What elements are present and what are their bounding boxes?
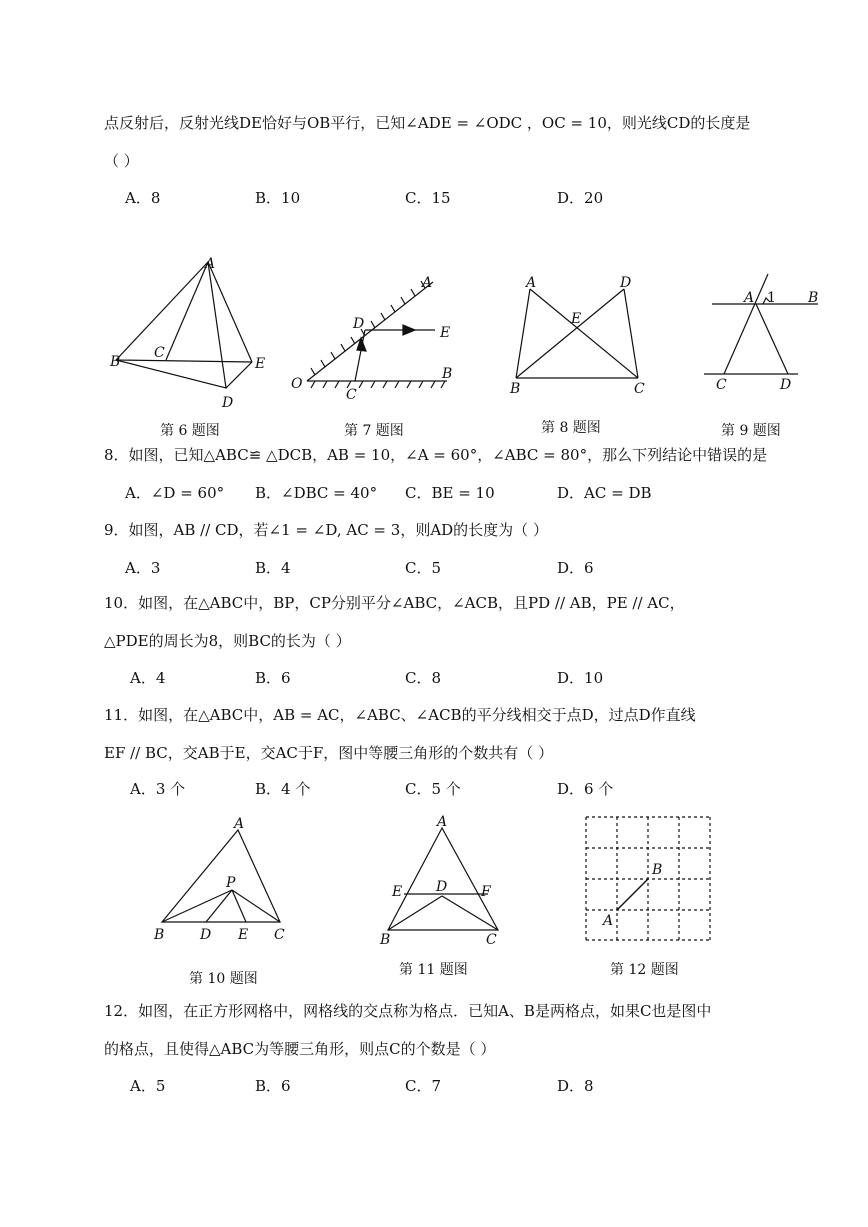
fig11-label-c: C xyxy=(486,932,497,948)
fig7-label-c: C xyxy=(346,387,357,403)
q8-options xyxy=(0,482,868,504)
fig11-label-f: F xyxy=(481,884,491,900)
q9-text: 9．如图，AB // CD，若∠1 = ∠D, AC = 3，则AD的长度为（ ） xyxy=(104,521,548,539)
fig6-label-e: E xyxy=(255,356,266,372)
q12-option-c: C．7 xyxy=(405,1077,442,1095)
fig7-mirror-hatch-ob xyxy=(311,381,445,388)
q12-options xyxy=(0,1075,868,1097)
fig12-label-b: B xyxy=(652,862,663,878)
q11-option-b: B．4 个 xyxy=(255,780,311,798)
figure-8-diagram xyxy=(500,270,660,400)
q12-option-b: B．6 xyxy=(255,1077,291,1095)
figure-11-diagram xyxy=(378,808,508,953)
q8-option-d: D．AC = DB xyxy=(557,484,652,502)
figure-11-caption: 第 11 题图 xyxy=(399,962,468,978)
q10-option-b: B．6 xyxy=(255,669,291,687)
q7-option-a: A．8 xyxy=(125,189,161,207)
q7-option-c: C．15 xyxy=(405,189,451,207)
q12-text-line1: 12．如图，在正方形网格中，网格线的交点称为格点．已知A、B是两格点，如果C也是图中 xyxy=(104,1002,712,1020)
fig7-label-o: O xyxy=(291,376,303,392)
fig10-label-b: B xyxy=(154,927,165,943)
q11-text-line1: 11．如图，在△ABC中，AB = AC，∠ABC、∠ACB的平分线相交于点D，过点D作直线 xyxy=(104,706,696,724)
fig11-label-b: B xyxy=(380,932,391,948)
fig12-segment-ab xyxy=(617,879,648,910)
fig9-label-1: 1 xyxy=(767,290,776,306)
fig10-label-e: E xyxy=(238,927,249,943)
q11-option-c: C．5 个 xyxy=(405,780,461,798)
fig7-label-a: A xyxy=(422,275,433,291)
figure-9-diagram xyxy=(700,270,830,400)
q7-option-d: D．20 xyxy=(557,189,604,207)
fig10-label-p: P xyxy=(226,875,236,891)
q7-option-b: B．10 xyxy=(255,189,301,207)
q9-options xyxy=(0,557,868,579)
q12-option-d: D．8 xyxy=(557,1077,594,1095)
fig8-label-e: E xyxy=(571,311,582,327)
fig6-label-d: D xyxy=(222,395,234,411)
q8-option-b: B．∠DBC = 40° xyxy=(255,484,378,502)
fig11-label-a: A xyxy=(437,814,448,830)
fig11-label-e: E xyxy=(392,884,403,900)
q10-text-line1: 10．如图，在△ABC中，BP，CP分别平分∠ABC，∠ACB，且PD // AB，PE // AC， xyxy=(104,594,685,612)
q11-options xyxy=(0,778,868,800)
fig9-label-d: D xyxy=(780,377,792,393)
q8-option-c: C．BE = 10 xyxy=(405,484,495,502)
q10-option-c: C．8 xyxy=(405,669,442,687)
figure-9-caption: 第 9 题图 xyxy=(721,423,781,439)
fig9-label-c: C xyxy=(716,377,727,393)
fig7-label-d: D xyxy=(353,316,365,332)
q9-option-d: D．6 xyxy=(557,559,594,577)
q11-text-line2: EF // BC，交AB于E，交AC于F，图中等腰三角形的个数共有（ ） xyxy=(104,744,554,762)
fig6-label-c: C xyxy=(154,345,165,361)
fig9-label-b: B xyxy=(808,290,819,306)
q11-option-d: D．6 个 xyxy=(557,780,614,798)
fig10-label-c: C xyxy=(274,927,285,943)
q9-option-b: B．4 xyxy=(255,559,291,577)
figure-6-diagram xyxy=(104,250,284,415)
q11-option-a: A．3 个 xyxy=(130,780,186,798)
q12-text-line2: 的格点，且使得△ABC为等腰三角形，则点C的个数是（ ） xyxy=(104,1040,496,1058)
fig8-label-b: B xyxy=(510,381,521,397)
fig8-label-d: D xyxy=(620,275,632,291)
figure-10-diagram xyxy=(150,812,300,947)
q7-options xyxy=(0,187,868,209)
fig8-label-c: C xyxy=(634,381,645,397)
fig11-label-d: D xyxy=(436,879,448,895)
q10-options xyxy=(0,667,868,689)
fig6-label-a: A xyxy=(205,256,216,272)
q10-option-d: D．10 xyxy=(557,669,604,687)
fig6-label-b: B xyxy=(110,354,121,370)
q7-text-line1: 点反射后，反射光线DE恰好与OB平行，已知∠ADE = ∠ODC ，OC = 10，则光线CD的长度是 xyxy=(104,114,751,132)
figure-12-caption: 第 12 题图 xyxy=(610,962,679,978)
fig8-label-a: A xyxy=(526,275,537,291)
fig12-label-a: A xyxy=(603,913,614,929)
fig10-label-d: D xyxy=(200,927,212,943)
q10-text-line2: △PDE的周长为8，则BC的长为（ ） xyxy=(104,632,351,650)
fig9-label-a: A xyxy=(744,290,755,306)
figure-7-caption: 第 7 题图 xyxy=(344,423,404,439)
figure-12-grid xyxy=(580,812,715,942)
q9-option-c: C．5 xyxy=(405,559,442,577)
q8-option-a: A．∠D = 60° xyxy=(125,484,225,502)
q10-option-a: A．4 xyxy=(130,669,166,687)
fig10-label-a: A xyxy=(234,816,245,832)
q12-option-a: A．5 xyxy=(130,1077,166,1095)
figure-8-caption: 第 8 题图 xyxy=(541,420,601,436)
figure-7-diagram xyxy=(285,270,460,405)
q8-text: 8．如图，已知△ABC≌ △DCB，AB = 10，∠A = 60°，∠ABC = 80°，那么下列结论中错误的是 xyxy=(104,446,768,464)
figure-6-caption: 第 6 题图 xyxy=(160,423,220,439)
fig7-label-b: B xyxy=(442,366,453,382)
q9-option-a: A．3 xyxy=(125,559,161,577)
q7-text-line2: （ ） xyxy=(104,152,139,170)
figure-10-caption: 第 10 题图 xyxy=(189,971,258,987)
fig7-label-e: E xyxy=(440,325,451,341)
